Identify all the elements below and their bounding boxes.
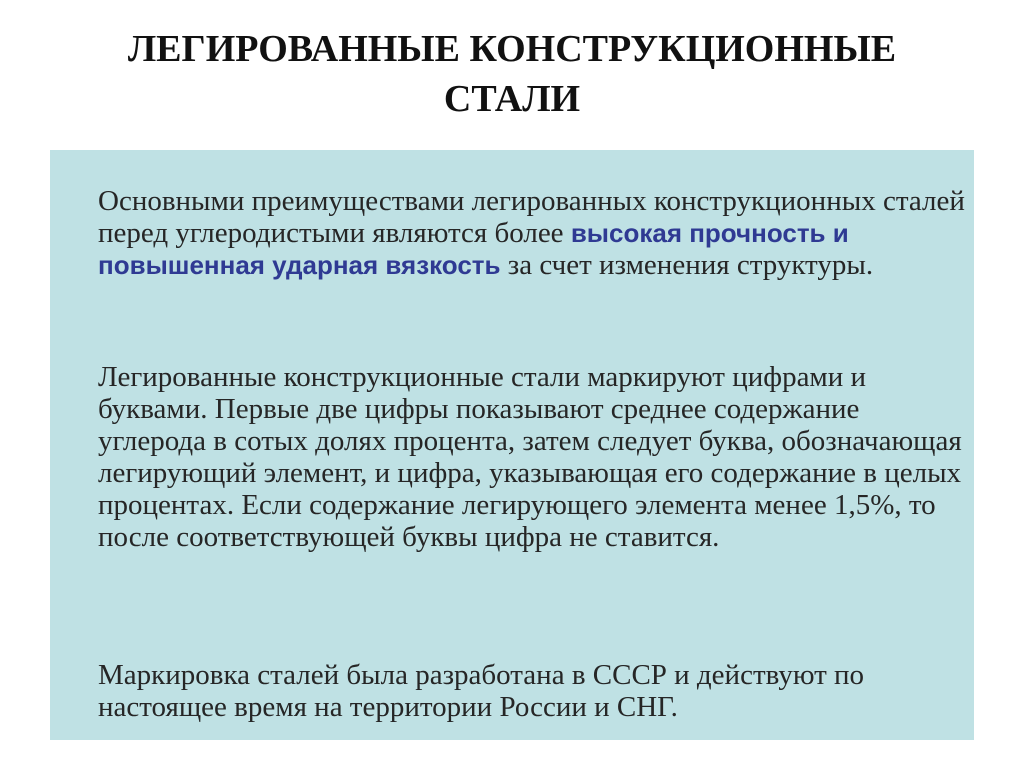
paragraph-advantages-text-start: Основными преимуществами легированных конструкционных сталей перед углеродистыми являются более (98, 185, 965, 249)
slide-title-line-1: ЛЕГИРОВАННЫЕ КОНСТРУКЦИОННЫЕ (127, 28, 897, 70)
paragraph-marking-origin: Маркировка сталей была разработана в СССР и действуют по настоящее время на территории России и СНГ. (98, 659, 865, 723)
paragraph-advantages (98, 185, 968, 281)
paragraph-marking-rules: Легированные конструкционные стали маркируют цифрами и буквами. Первые две цифры показывают среднее содержание углерода в сотых долях процента, затем следует буква, обозначающая легирующий элемент, и цифра, указывающая его содержание в целых процентах. Если содержание легирующего элемента менее 1,5%, то после соответствующей буквы цифра не ставится. (98, 361, 962, 553)
paragraph-advantages-text-end: за счет изменения структуры. (500, 249, 874, 281)
highlighted-properties: высокая прочность и повышенная ударная вязкость (98, 218, 849, 280)
content-panel (50, 150, 974, 740)
slide-title (0, 24, 1024, 124)
slide-title-line-2: СТАЛИ (443, 78, 581, 120)
